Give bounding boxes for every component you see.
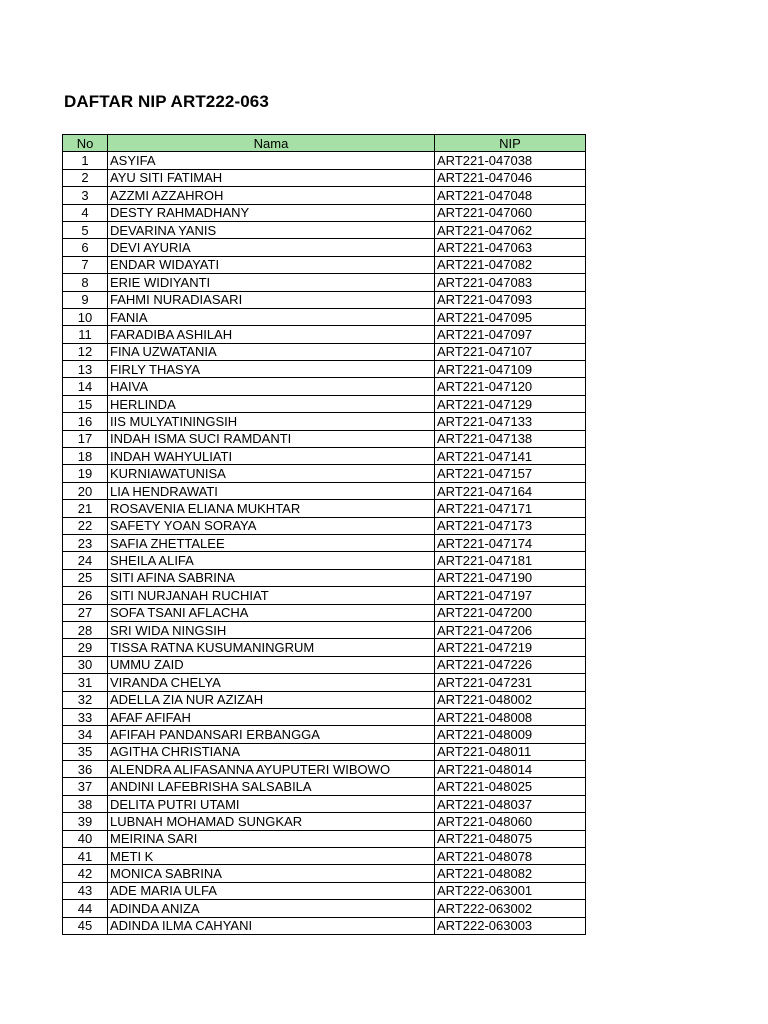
cell-nip: ART221-047219 [435, 639, 586, 656]
cell-nip: ART222-063003 [435, 917, 586, 934]
table-row [63, 569, 586, 586]
cell-nama: ENDAR WIDAYATI [108, 256, 435, 273]
nip-table [62, 134, 586, 935]
table-row [63, 621, 586, 638]
cell-no: 4 [63, 204, 108, 221]
cell-no: 16 [63, 413, 108, 430]
cell-no: 5 [63, 221, 108, 238]
cell-nama: ADINDA ANIZA [108, 900, 435, 917]
cell-nama: FAHMI NURADIASARI [108, 291, 435, 308]
cell-no: 43 [63, 882, 108, 899]
table-row [63, 604, 586, 621]
cell-no: 36 [63, 761, 108, 778]
cell-nama: INDAH WAHYULIATI [108, 448, 435, 465]
cell-no: 19 [63, 465, 108, 482]
cell-no: 33 [63, 708, 108, 725]
cell-nip: ART221-047164 [435, 482, 586, 499]
cell-nip: ART221-048082 [435, 865, 586, 882]
cell-nip: ART221-048037 [435, 795, 586, 812]
cell-nip: ART221-047200 [435, 604, 586, 621]
cell-no: 12 [63, 343, 108, 360]
cell-nip: ART221-047231 [435, 674, 586, 691]
table-row [63, 204, 586, 221]
cell-no: 40 [63, 830, 108, 847]
cell-no: 31 [63, 674, 108, 691]
cell-no: 18 [63, 448, 108, 465]
cell-nip: ART221-047129 [435, 395, 586, 412]
table-row [63, 308, 586, 325]
table-body [63, 152, 586, 935]
cell-no: 28 [63, 621, 108, 638]
cell-no: 6 [63, 239, 108, 256]
cell-nip: ART221-047097 [435, 326, 586, 343]
cell-nama: ADE MARIA ULFA [108, 882, 435, 899]
table-row [63, 482, 586, 499]
cell-nip: ART221-047046 [435, 169, 586, 186]
cell-nip: ART221-048014 [435, 761, 586, 778]
cell-nip: ART221-047120 [435, 378, 586, 395]
cell-no: 30 [63, 656, 108, 673]
cell-no: 9 [63, 291, 108, 308]
table-row [63, 256, 586, 273]
cell-nama: HERLINDA [108, 395, 435, 412]
cell-no: 39 [63, 813, 108, 830]
table-row [63, 152, 586, 169]
cell-no: 38 [63, 795, 108, 812]
cell-nama: SRI WIDA NINGSIH [108, 621, 435, 638]
cell-no: 25 [63, 569, 108, 586]
cell-no: 34 [63, 726, 108, 743]
table-row [63, 291, 586, 308]
table-row [63, 326, 586, 343]
cell-nip: ART221-047093 [435, 291, 586, 308]
table-row [63, 761, 586, 778]
table-row [63, 187, 586, 204]
cell-nama: FARADIBA ASHILAH [108, 326, 435, 343]
cell-no: 29 [63, 639, 108, 656]
cell-no: 23 [63, 534, 108, 551]
cell-nama: ANDINI LAFEBRISHA SALSABILA [108, 778, 435, 795]
cell-nama: ASYIFA [108, 152, 435, 169]
table-row [63, 708, 586, 725]
table-row [63, 726, 586, 743]
header-row [63, 135, 586, 152]
table-row [63, 430, 586, 447]
cell-nip: ART221-047063 [435, 239, 586, 256]
table-row [63, 465, 586, 482]
cell-nama: FIRLY THASYA [108, 361, 435, 378]
cell-nip: ART221-047109 [435, 361, 586, 378]
cell-nama: DEVI AYURIA [108, 239, 435, 256]
cell-nip: ART221-048009 [435, 726, 586, 743]
table-row [63, 169, 586, 186]
cell-no: 13 [63, 361, 108, 378]
table-row [63, 917, 586, 934]
table-row [63, 552, 586, 569]
table-row [63, 691, 586, 708]
cell-nip: ART221-047173 [435, 517, 586, 534]
cell-no: 24 [63, 552, 108, 569]
table-row [63, 656, 586, 673]
table-row [63, 517, 586, 534]
cell-nip: ART221-047197 [435, 587, 586, 604]
cell-no: 45 [63, 917, 108, 934]
cell-nama: SITI AFINA SABRINA [108, 569, 435, 586]
cell-nip: ART221-048075 [435, 830, 586, 847]
cell-nip: ART221-047226 [435, 656, 586, 673]
cell-nama: AFIFAH PANDANSARI ERBANGGA [108, 726, 435, 743]
header-nama: Nama [108, 135, 435, 152]
cell-nama: MONICA SABRINA [108, 865, 435, 882]
cell-nama: DELITA PUTRI UTAMI [108, 795, 435, 812]
cell-nama: VIRANDA CHELYA [108, 674, 435, 691]
cell-no: 15 [63, 395, 108, 412]
header-no: No [63, 135, 108, 152]
cell-nama: MEIRINA SARI [108, 830, 435, 847]
cell-nip: ART221-047133 [435, 413, 586, 430]
cell-nama: UMMU ZAID [108, 656, 435, 673]
page-title: DAFTAR NIP ART222-063 [64, 92, 269, 111]
cell-nip: ART221-047048 [435, 187, 586, 204]
cell-nama: ERIE WIDIYANTI [108, 274, 435, 291]
cell-nip: ART221-048002 [435, 691, 586, 708]
cell-nama: FANIA [108, 308, 435, 325]
cell-no: 26 [63, 587, 108, 604]
cell-nip: ART221-047082 [435, 256, 586, 273]
cell-nama: KURNIAWATUNISA [108, 465, 435, 482]
cell-nip: ART221-048008 [435, 708, 586, 725]
table-row [63, 500, 586, 517]
cell-nama: METI K [108, 848, 435, 865]
header-nip: NIP [435, 135, 586, 152]
table-row [63, 343, 586, 360]
cell-no: 7 [63, 256, 108, 273]
table-row [63, 239, 586, 256]
cell-nip: ART221-048011 [435, 743, 586, 760]
table-row [63, 848, 586, 865]
table-row [63, 587, 586, 604]
cell-nip: ART221-047095 [435, 308, 586, 325]
cell-no: 32 [63, 691, 108, 708]
cell-nip: ART222-063001 [435, 882, 586, 899]
cell-no: 17 [63, 430, 108, 447]
table-header [63, 135, 586, 152]
cell-nama: SHEILA ALIFA [108, 552, 435, 569]
cell-nama: AYU SITI FATIMAH [108, 169, 435, 186]
cell-nip: ART221-047107 [435, 343, 586, 360]
cell-no: 10 [63, 308, 108, 325]
cell-no: 37 [63, 778, 108, 795]
table-row [63, 900, 586, 917]
cell-nama: ADELLA ZIA NUR AZIZAH [108, 691, 435, 708]
cell-nama: DESTY RAHMADHANY [108, 204, 435, 221]
cell-no: 27 [63, 604, 108, 621]
cell-nama: HAIVA [108, 378, 435, 395]
cell-nama: ROSAVENIA ELIANA MUKHTAR [108, 500, 435, 517]
cell-nip: ART221-047206 [435, 621, 586, 638]
cell-no: 20 [63, 482, 108, 499]
cell-nama: TISSA RATNA KUSUMANINGRUM [108, 639, 435, 656]
cell-no: 3 [63, 187, 108, 204]
cell-nip: ART221-047181 [435, 552, 586, 569]
table-row [63, 534, 586, 551]
cell-nama: INDAH ISMA SUCI RAMDANTI [108, 430, 435, 447]
table-row [63, 639, 586, 656]
cell-no: 2 [63, 169, 108, 186]
table-row [63, 674, 586, 691]
cell-nama: IIS MULYATININGSIH [108, 413, 435, 430]
table-row [63, 274, 586, 291]
cell-nip: ART221-047138 [435, 430, 586, 447]
cell-nip: ART221-047062 [435, 221, 586, 238]
cell-nip: ART221-047190 [435, 569, 586, 586]
cell-nip: ART221-048078 [435, 848, 586, 865]
cell-nip: ART221-047060 [435, 204, 586, 221]
cell-no: 44 [63, 900, 108, 917]
cell-nama: ALENDRA ALIFASANNA AYUPUTERI WIBOWO [108, 761, 435, 778]
cell-nama: SAFIA ZHETTALEE [108, 534, 435, 551]
cell-nama: LIA HENDRAWATI [108, 482, 435, 499]
cell-nama: SOFA TSANI AFLACHA [108, 604, 435, 621]
cell-nip: ART221-048060 [435, 813, 586, 830]
cell-no: 8 [63, 274, 108, 291]
cell-nama: AFAF AFIFAH [108, 708, 435, 725]
cell-nip: ART221-047157 [435, 465, 586, 482]
cell-nip: ART221-047141 [435, 448, 586, 465]
cell-nama: AGITHA CHRISTIANA [108, 743, 435, 760]
cell-no: 35 [63, 743, 108, 760]
table-row [63, 865, 586, 882]
cell-nama: ADINDA ILMA CAHYANI [108, 917, 435, 934]
cell-no: 11 [63, 326, 108, 343]
cell-no: 41 [63, 848, 108, 865]
cell-no: 42 [63, 865, 108, 882]
cell-nama: LUBNAH MOHAMAD SUNGKAR [108, 813, 435, 830]
table-row [63, 778, 586, 795]
cell-no: 14 [63, 378, 108, 395]
cell-nama: SAFETY YOAN SORAYA [108, 517, 435, 534]
table-row [63, 378, 586, 395]
table-row [63, 795, 586, 812]
cell-nip: ART221-048025 [435, 778, 586, 795]
table-row [63, 813, 586, 830]
cell-no: 21 [63, 500, 108, 517]
table-row [63, 361, 586, 378]
cell-nip: ART221-047174 [435, 534, 586, 551]
table-row [63, 448, 586, 465]
cell-nip: ART222-063002 [435, 900, 586, 917]
table-row [63, 413, 586, 430]
cell-no: 1 [63, 152, 108, 169]
cell-nama: SITI NURJANAH RUCHIAT [108, 587, 435, 604]
cell-nama: DEVARINA YANIS [108, 221, 435, 238]
cell-nip: ART221-047171 [435, 500, 586, 517]
table-row [63, 743, 586, 760]
cell-nama: FINA UZWATANIA [108, 343, 435, 360]
table-row [63, 221, 586, 238]
cell-nama: AZZMI AZZAHROH [108, 187, 435, 204]
cell-nip: ART221-047083 [435, 274, 586, 291]
table-row [63, 882, 586, 899]
table-row [63, 395, 586, 412]
table-row [63, 830, 586, 847]
cell-nip: ART221-047038 [435, 152, 586, 169]
cell-no: 22 [63, 517, 108, 534]
